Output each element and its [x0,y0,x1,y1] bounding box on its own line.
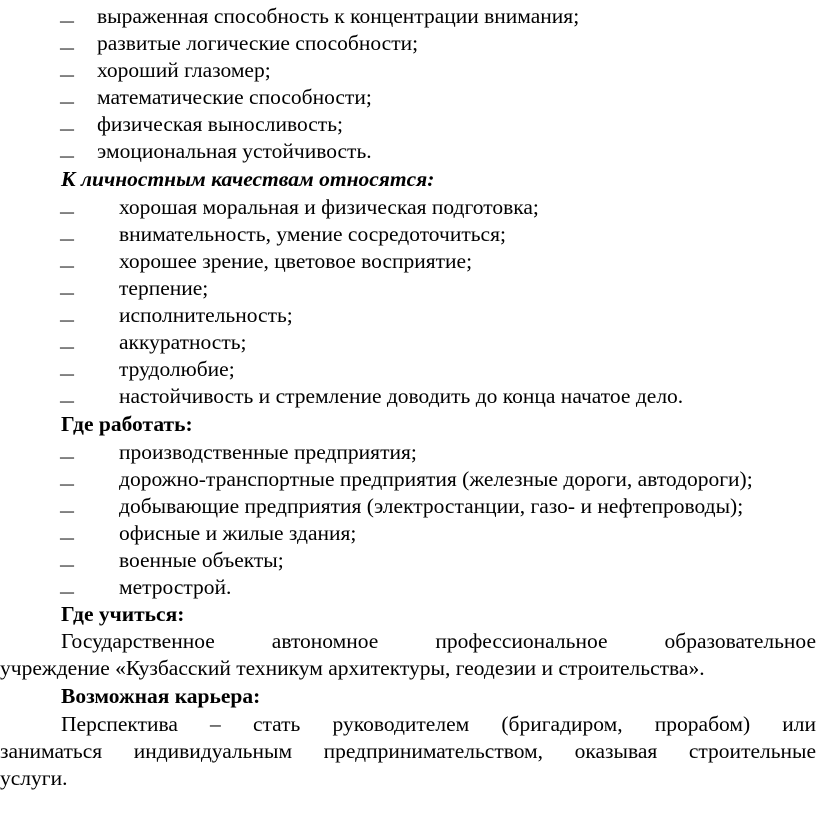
list-item-text: исполнительность; [119,303,293,327]
list-item [0,573,816,601]
paragraph-word: прорабом) [654,712,751,736]
paragraph-word: Государственное [61,629,215,653]
list-item [0,2,816,30]
list-item-text: дорожно-транспортные предприятия (железные дороги, автодороги); [119,467,753,491]
list-item [0,137,816,165]
paragraph-word: образовательное [664,629,816,653]
dash-marker: — [60,149,74,164]
list-item-text: математические способности; [97,85,372,109]
dash-marker: — [60,367,74,382]
list-item-text: офисные и жилые здания; [119,521,357,545]
list-item [0,438,816,466]
paragraph-word: предпринимательством, [323,739,544,763]
paragraph-word: автономное [271,629,379,653]
list-item-text: аккуратность; [119,330,247,354]
list-item-text: терпение; [119,276,209,300]
paragraph-word: индивидуальным [133,739,293,763]
paragraph-text: услуги. [0,766,68,790]
dash-marker: — [60,394,74,409]
list-item [0,56,816,84]
list-item [0,247,816,275]
section-heading-row [0,410,816,438]
dash-marker: — [60,531,74,546]
list-item-text: трудолюбие; [119,357,235,381]
list-item-text: добывающие предприятия (электростанции, газо- и нефтепроводы); [119,494,744,518]
section-heading-row [0,165,816,193]
list-item [0,83,816,111]
paragraph-word: профессиональное [435,629,608,653]
list-item [0,328,816,356]
study-paragraph-line-2 [0,654,816,682]
list-item [0,110,816,138]
dash-marker: — [60,259,74,274]
list-item-text: хорошее зрение, цветовое восприятие; [119,249,473,273]
paragraph-word: – [210,712,221,736]
list-item-text: хорошая моральная и физическая подготовка; [119,195,539,219]
paragraph-word: или [782,712,816,736]
list-item [0,301,816,329]
dash-marker: — [60,504,74,519]
career-paragraph-line-2 [0,737,816,765]
dash-marker: — [60,122,74,137]
paragraph-word: оказывая [574,739,658,763]
where-to-work-heading: Где работать: [61,412,193,436]
dash-marker: — [60,450,74,465]
list-item [0,465,816,493]
list-item-text: военные объекты; [119,548,284,572]
section-heading-row [0,682,816,710]
paragraph-word: стать [252,712,301,736]
dash-marker: — [60,340,74,355]
list-item [0,193,816,221]
paragraph-word: руководителем [332,712,470,736]
list-item [0,274,816,302]
list-item-text: выраженная способность к концентрации внимания; [97,4,580,28]
dash-marker: — [60,232,74,247]
list-item-text: физическая выносливость; [97,112,343,136]
list-item [0,519,816,547]
list-item [0,492,816,520]
paragraph-word: заниматься [0,739,103,763]
list-item-text: настойчивость и стремление доводить до конца начатое дело. [119,384,684,408]
dash-marker: — [60,313,74,328]
list-item-text: внимательность, умение сосредоточиться; [119,222,506,246]
dash-marker: — [60,585,74,600]
dash-marker: — [60,95,74,110]
list-item [0,382,816,410]
paragraph-word: (бригадиром, [501,712,623,736]
where-to-study-heading: Где учиться: [61,602,185,626]
career-paragraph-line-3 [0,764,816,792]
career-paragraph-line-1 [0,710,816,738]
list-item-text: производственные предприятия; [119,440,417,464]
paragraph-text: учреждение «Кузбасский техникум архитектуры, геодезии и строительства». [0,656,705,680]
section-heading-row [0,600,816,628]
list-item [0,29,816,57]
list-item-text: хороший глазомер; [97,58,271,82]
possible-career-heading: Возможная карьера: [61,684,261,708]
list-item [0,220,816,248]
dash-marker: — [60,558,74,573]
dash-marker: — [60,14,74,29]
dash-marker: — [60,205,74,220]
paragraph-word: строительные [688,739,816,763]
paragraph-word: Перспектива [61,712,178,736]
study-paragraph-line-1 [0,627,816,655]
list-item [0,355,816,383]
list-item [0,546,816,574]
personal-qualities-heading: К личностным качествам относятся: [61,167,435,191]
dash-marker: — [60,286,74,301]
dash-marker: — [60,68,74,83]
dash-marker: — [60,477,74,492]
list-item-text: эмоциональная устойчивость. [97,139,372,163]
list-item-text: развитые логические способности; [97,31,419,55]
list-item-text: метрострой. [119,575,232,599]
dash-marker: — [60,41,74,56]
